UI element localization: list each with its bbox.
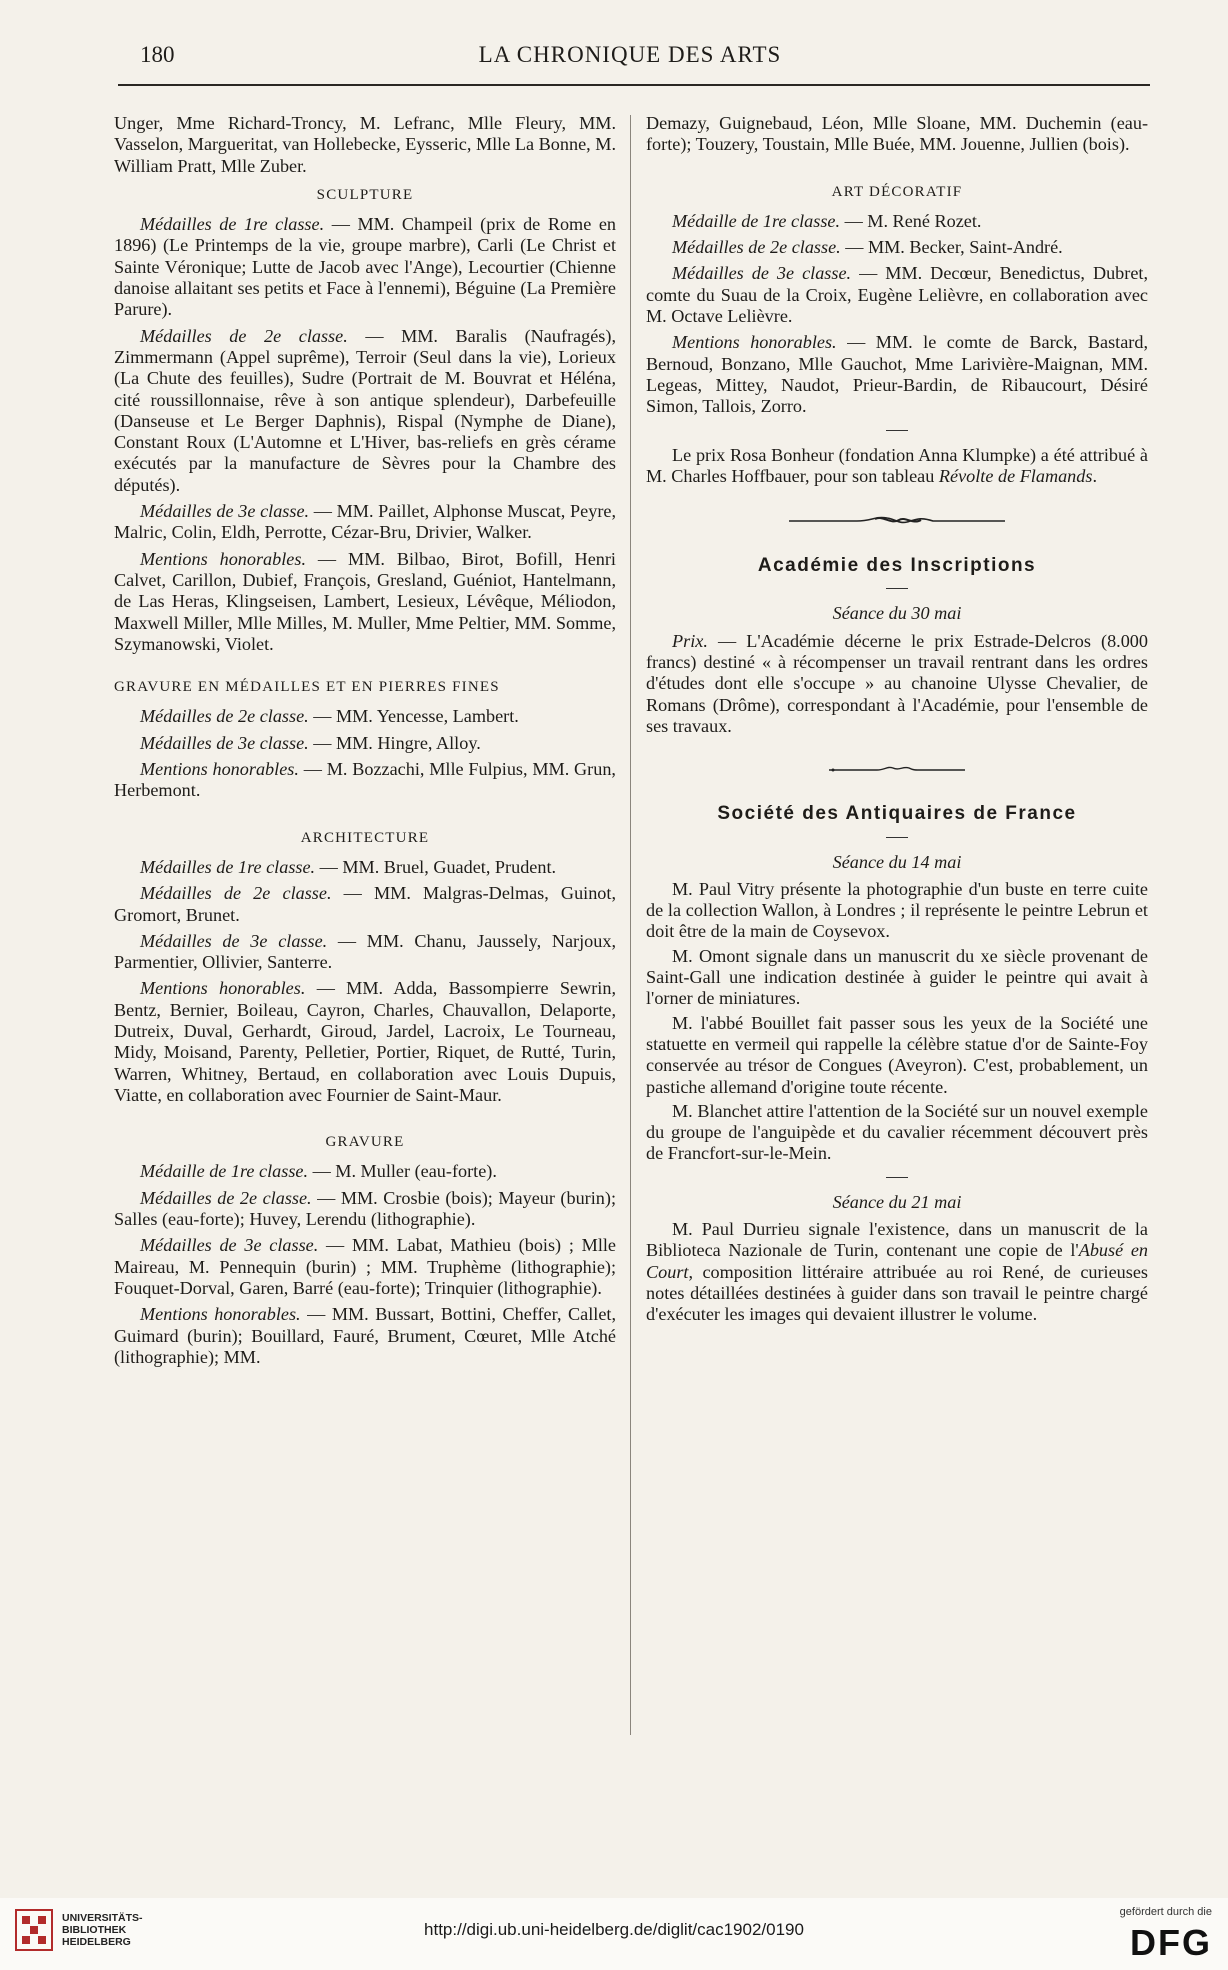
sculpture-paragraph-2: [114, 326, 616, 496]
award-label: Médailles de 1re classe.: [140, 214, 325, 235]
prix-text: — L'Académie décerne le prix Estrade-Delcros (8.000 francs) destiné « à récompenser un travail rentrant dans les ordres d'études dont elle s'occupe » au chanoine Ulysse Chevalier, de Romans (Drôme), correspondant à l'Académie, pour l'ensemble de ses travaux.: [646, 630, 1148, 736]
award-text: — MM. Becker, Saint-André.: [840, 237, 1063, 258]
architecture-paragraph-4: [114, 978, 616, 1106]
award-label: Mentions honorables.: [140, 759, 299, 780]
gravure-paragraph-4: [114, 1304, 616, 1368]
section-heading-architecture: ARCHITECTURE: [300, 829, 430, 846]
award-label: Médailles de 3e classe.: [140, 501, 310, 522]
award-text: — MM. Champeil (prix de Rome en 1896) (Le Printemps de la vie, groupe marbre), Carli (Le Christ et Sainte Véronique; Lutte de Jacob avec l'Ange), Lecourtier (Chienne danoise allaitant ses petits et Face à l'ennemi), Béguine (La Première Parure).: [114, 214, 616, 320]
left-intro-paragraph: Unger, Mme Richard-Troncy, M. Lefranc, Mlle Fleury, MM. Vasselon, Margueritat, van Hollebecke, Eysseric, Mlle La Bonne, M. William Pratt, Mlle Zuber.: [114, 113, 616, 176]
award-label: Médailles de 3e classe.: [140, 732, 309, 753]
award-label: Médailles de 2e classe.: [140, 325, 348, 346]
award-label: Médailles de 3e classe.: [140, 1235, 319, 1256]
section-heading-gravure: GRAVURE: [325, 1134, 405, 1151]
institution-line: UNIVERSITÄTS-: [62, 1912, 143, 1924]
separator-dash: [886, 837, 908, 838]
award-label: Médailles de 3e classe.: [672, 263, 852, 284]
right-intro-paragraph: Demazy, Guignebaud, Léon, Mlle Sloane, MM. Duchemin (eau-forte); Touzery, Toustain, Mlle Buée, MM. Jouenne, Jullien (bois).: [646, 113, 1148, 155]
award-label: Médailles de 1re classe.: [140, 856, 316, 877]
award-label: Mentions honorables.: [672, 332, 837, 353]
antiquaires-session-date-1: Séance du 14 mai: [832, 851, 962, 872]
page-header: [110, 36, 1150, 76]
award-label: Médailles de 2e classe.: [140, 1187, 312, 1208]
architecture-paragraph-2: [114, 883, 616, 926]
section-heading-gravure-medailles: GRAVURE EN MÉDAILLES ET EN PIERRES FINES: [114, 679, 500, 696]
art-decoratif-paragraph-1: [646, 211, 1148, 232]
award-label: Mentions honorables.: [140, 548, 306, 569]
antiquaires-session-date-2: Séance du 21 mai: [832, 1191, 962, 1212]
section-heading-art-decoratif: ART DÉCORATIF: [831, 183, 963, 200]
prix-label: Prix.: [672, 630, 708, 651]
right-column: [646, 113, 1148, 1330]
academie-session-date: Séance du 30 mai: [832, 603, 962, 624]
award-text: — MM. Hingre, Alloy.: [308, 732, 481, 753]
source-url-link[interactable]: http://digi.ub.uni-heidelberg.de/diglit/cac1902/0190: [424, 1920, 804, 1939]
separator-dash: [886, 1177, 908, 1178]
ornament-rule-1: [787, 513, 1007, 529]
prix-text-end: .: [1092, 465, 1097, 486]
award-text: — MM. Bussart, Bottini, Cheffer, Callet, Guimard (burin); Bouillard, Fauré, Brument, Cœuret, Mlle Atché (lithographie); MM.: [114, 1304, 616, 1367]
column-divider: [630, 115, 631, 1735]
award-label: Mentions honorables.: [140, 978, 306, 999]
academie-heading: Académie des Inscriptions: [757, 555, 1037, 577]
antiquaires-paragraph-5: [646, 1219, 1148, 1325]
award-label: Médailles de 2e classe.: [140, 706, 309, 727]
institution-line: HEIDELBERG: [62, 1936, 131, 1948]
award-text: — MM. Adda, Bassompierre Sewrin, Bentz, Bernier, Boileau, Cayron, Charles, Chauvallon, Delaporte, Dutreix, Duval, Gerhardt, Giroud, Jardel, Lacroix, Le Tourneau, Midy, Moisand, Parenty, Pelletier, Portier, Riquet, de Rutté, Turin, Warren, Whitney, Bertaud, en collaboration avec Louis Dupuis, Viatte, en collaboration avec Fournier de Saint-Maur.: [114, 978, 616, 1105]
gravure-medailles-paragraph-1: [114, 706, 616, 727]
section-heading-sculpture: SCULPTURE: [316, 186, 414, 203]
gravure-medailles-paragraph-3: [114, 759, 616, 802]
painting-title: Révolte de Flamands: [938, 465, 1093, 486]
award-label: Médailles de 2e classe.: [672, 237, 841, 258]
award-text: — MM. Bilbao, Birot, Bofill, Henri Calvet, Carillon, Dubief, François, Gresland, Guéniot, Hantelmann, de Las Heras, Klingseisen, Lambert, Lesieux, Lévêque, Méliodon, Maxwell Miller, Mlle Milles, M. Muller, Mme Peltier, MM. Somme, Szymanowski, Violet.: [114, 548, 616, 654]
left-column: [114, 113, 616, 1373]
digitization-footer: [0, 1898, 1228, 1970]
funding-label: gefördert durch die: [1119, 1906, 1212, 1918]
award-text: — MM. Labat, Mathieu (bois) ; Mlle Maireau, M. Pennequin (burin) ; MM. Truphème (lithographie); Fouquet-Dorval, Garen, Barré (eau-forte); Trinquier (lithographie).: [114, 1235, 616, 1298]
header-rule: [118, 84, 1150, 86]
award-label: Médaille de 1re classe.: [672, 210, 841, 231]
sculpture-paragraph-1: [114, 214, 616, 320]
academie-prix-paragraph: [646, 631, 1148, 737]
sculpture-paragraph-3: [114, 501, 616, 544]
award-text: — MM. Baralis (Naufragés), Zimmermann (Appel suprême), Terroir (Seul dans la vie), Lorieux (La Chute des feuilles), Sudre (Portrait de M. Bouvrat et Héléna, cité roussillonnaise, rêve à son antique splendeur), Darbefeuille (Danseuse et Le Berger Daphnis), Rispal (Nymphe de Diane), Constant Roux (L'Automne et L'Hiver, bas-reliefs en grès cérame exécutés par la manufacture de Sèvres pour la Chambre des députés).: [114, 325, 616, 495]
sculpture-paragraph-4: [114, 549, 616, 655]
award-text: — MM. Decœur, Benedictus, Dubret, comte du Suau de la Croix, Eugène Lelièvre, en collaboration avec M. Octave Lelièvre.: [646, 263, 1148, 327]
running-title: LA CHRONIQUE DES ARTS: [478, 42, 782, 67]
gravure-medailles-paragraph-2: [114, 733, 616, 754]
gravure-paragraph-3: [114, 1235, 616, 1299]
antiquaires-paragraph-1: M. Paul Vitry présente la photographie d'un buste en terre cuite de la collection Wallon, à Londres ; il représente le peintre Lebrun et doit être de la main de Coysevox.: [646, 878, 1148, 942]
award-label: Médaille de 1re classe.: [140, 1161, 309, 1182]
prix-text: Le prix Rosa Bonheur (fondation Anna Klumpke) a été attribué à M. Charles Hoffbauer, pour son tableau: [646, 444, 1148, 486]
antiquaires-paragraph-3: M. l'abbé Bouillet fait passer sous les yeux de la Société une statuette en vermeil qui rappelle la célèbre statue d'or de Sainte-Foy conservée au trésor de Congues (Aveyron). C'est, probablement, un pastiche allemand d'origine toute récente.: [646, 1012, 1148, 1097]
award-label: Médailles de 3e classe.: [140, 930, 328, 951]
page-number: 180: [140, 42, 175, 67]
award-text: — MM. Bruel, Guadet, Prudent.: [315, 856, 557, 877]
architecture-paragraph-3: [114, 931, 616, 974]
award-text: — MM. Yencesse, Lambert.: [308, 706, 519, 727]
paragraph-text: M. Paul Durrieu signale l'existence, dans un manuscrit de la Biblioteca Nazionale de Turin, contenant une copie de l': [646, 1218, 1148, 1261]
award-label: Mentions honorables.: [140, 1304, 301, 1325]
award-text: — M. René Rozet.: [840, 210, 982, 231]
award-label: Médailles de 2e classe.: [140, 883, 332, 904]
separator-dash: [886, 588, 908, 589]
award-text: — MM. Paillet, Alphonse Muscat, Peyre, Malric, Colin, Eldh, Perrotte, Cézar-Bru, Drivier, Walker.: [114, 501, 616, 543]
gravure-paragraph-2: [114, 1188, 616, 1231]
work-title: Abusé en Court: [646, 1240, 1148, 1282]
art-decoratif-paragraph-2: [646, 237, 1148, 258]
antiquaires-paragraph-2: M. Omont signale dans un manuscrit du xe siècle provenant de Saint-Gall une indication destinée à guider le peintre qui avait à l'orner de miniatures.: [646, 945, 1148, 1009]
antiquaires-paragraph-4: M. Blanchet attire l'attention de la Société sur un nouvel exemple du groupe de l'anguipède et du cavalier récemment découvert près de Francfort-sur-le-Mein.: [646, 1100, 1148, 1164]
gravure-paragraph-1: [114, 1161, 616, 1182]
ornament-rule-2: [827, 763, 967, 777]
institution-line: BIBLIOTHEK: [62, 1924, 127, 1936]
award-text: — MM. Chanu, Jaussely, Narjoux, Parmentier, Ollivier, Santerre.: [114, 930, 616, 973]
award-text: — MM. le comte de Barck, Bastard, Bernoud, Bonzano, Mlle Gauchot, Mme Larivière-Maignan, MM. Legeas, Mittey, Naudot, Prieur-Bardin, de Ribaucourt, Désiré Simon, Tallois, Zorro.: [646, 332, 1148, 417]
art-decoratif-paragraph-4: [646, 332, 1148, 417]
award-text: — M. Muller (eau-forte).: [308, 1161, 497, 1182]
dfg-logo: DFG: [1130, 1922, 1212, 1963]
architecture-paragraph-1: [114, 857, 616, 878]
award-text: — MM. Crosbie (bois); Mayeur (burin); Salles (eau-forte); Huvey, Lerendu (lithographie).: [114, 1187, 616, 1230]
paragraph-text-end: , composition littéraire attribuée au roi René, de curieuses notes détaillées destinées à guider dans son travail le peintre chargé d'exécuter les images qui devaient illustrer le volume.: [646, 1261, 1148, 1325]
prix-rosa-bonheur-paragraph: [646, 445, 1148, 488]
art-decoratif-paragraph-3: [646, 263, 1148, 327]
award-text: — MM. Malgras-Delmas, Guinot, Gromort, Brunet.: [114, 883, 617, 925]
separator-dash: [886, 430, 908, 431]
antiquaires-heading: Société des Antiquaires de France: [717, 803, 1077, 825]
award-text: — M. Bozzachi, Mlle Fulpius, MM. Grun, Herbemont.: [114, 759, 616, 801]
